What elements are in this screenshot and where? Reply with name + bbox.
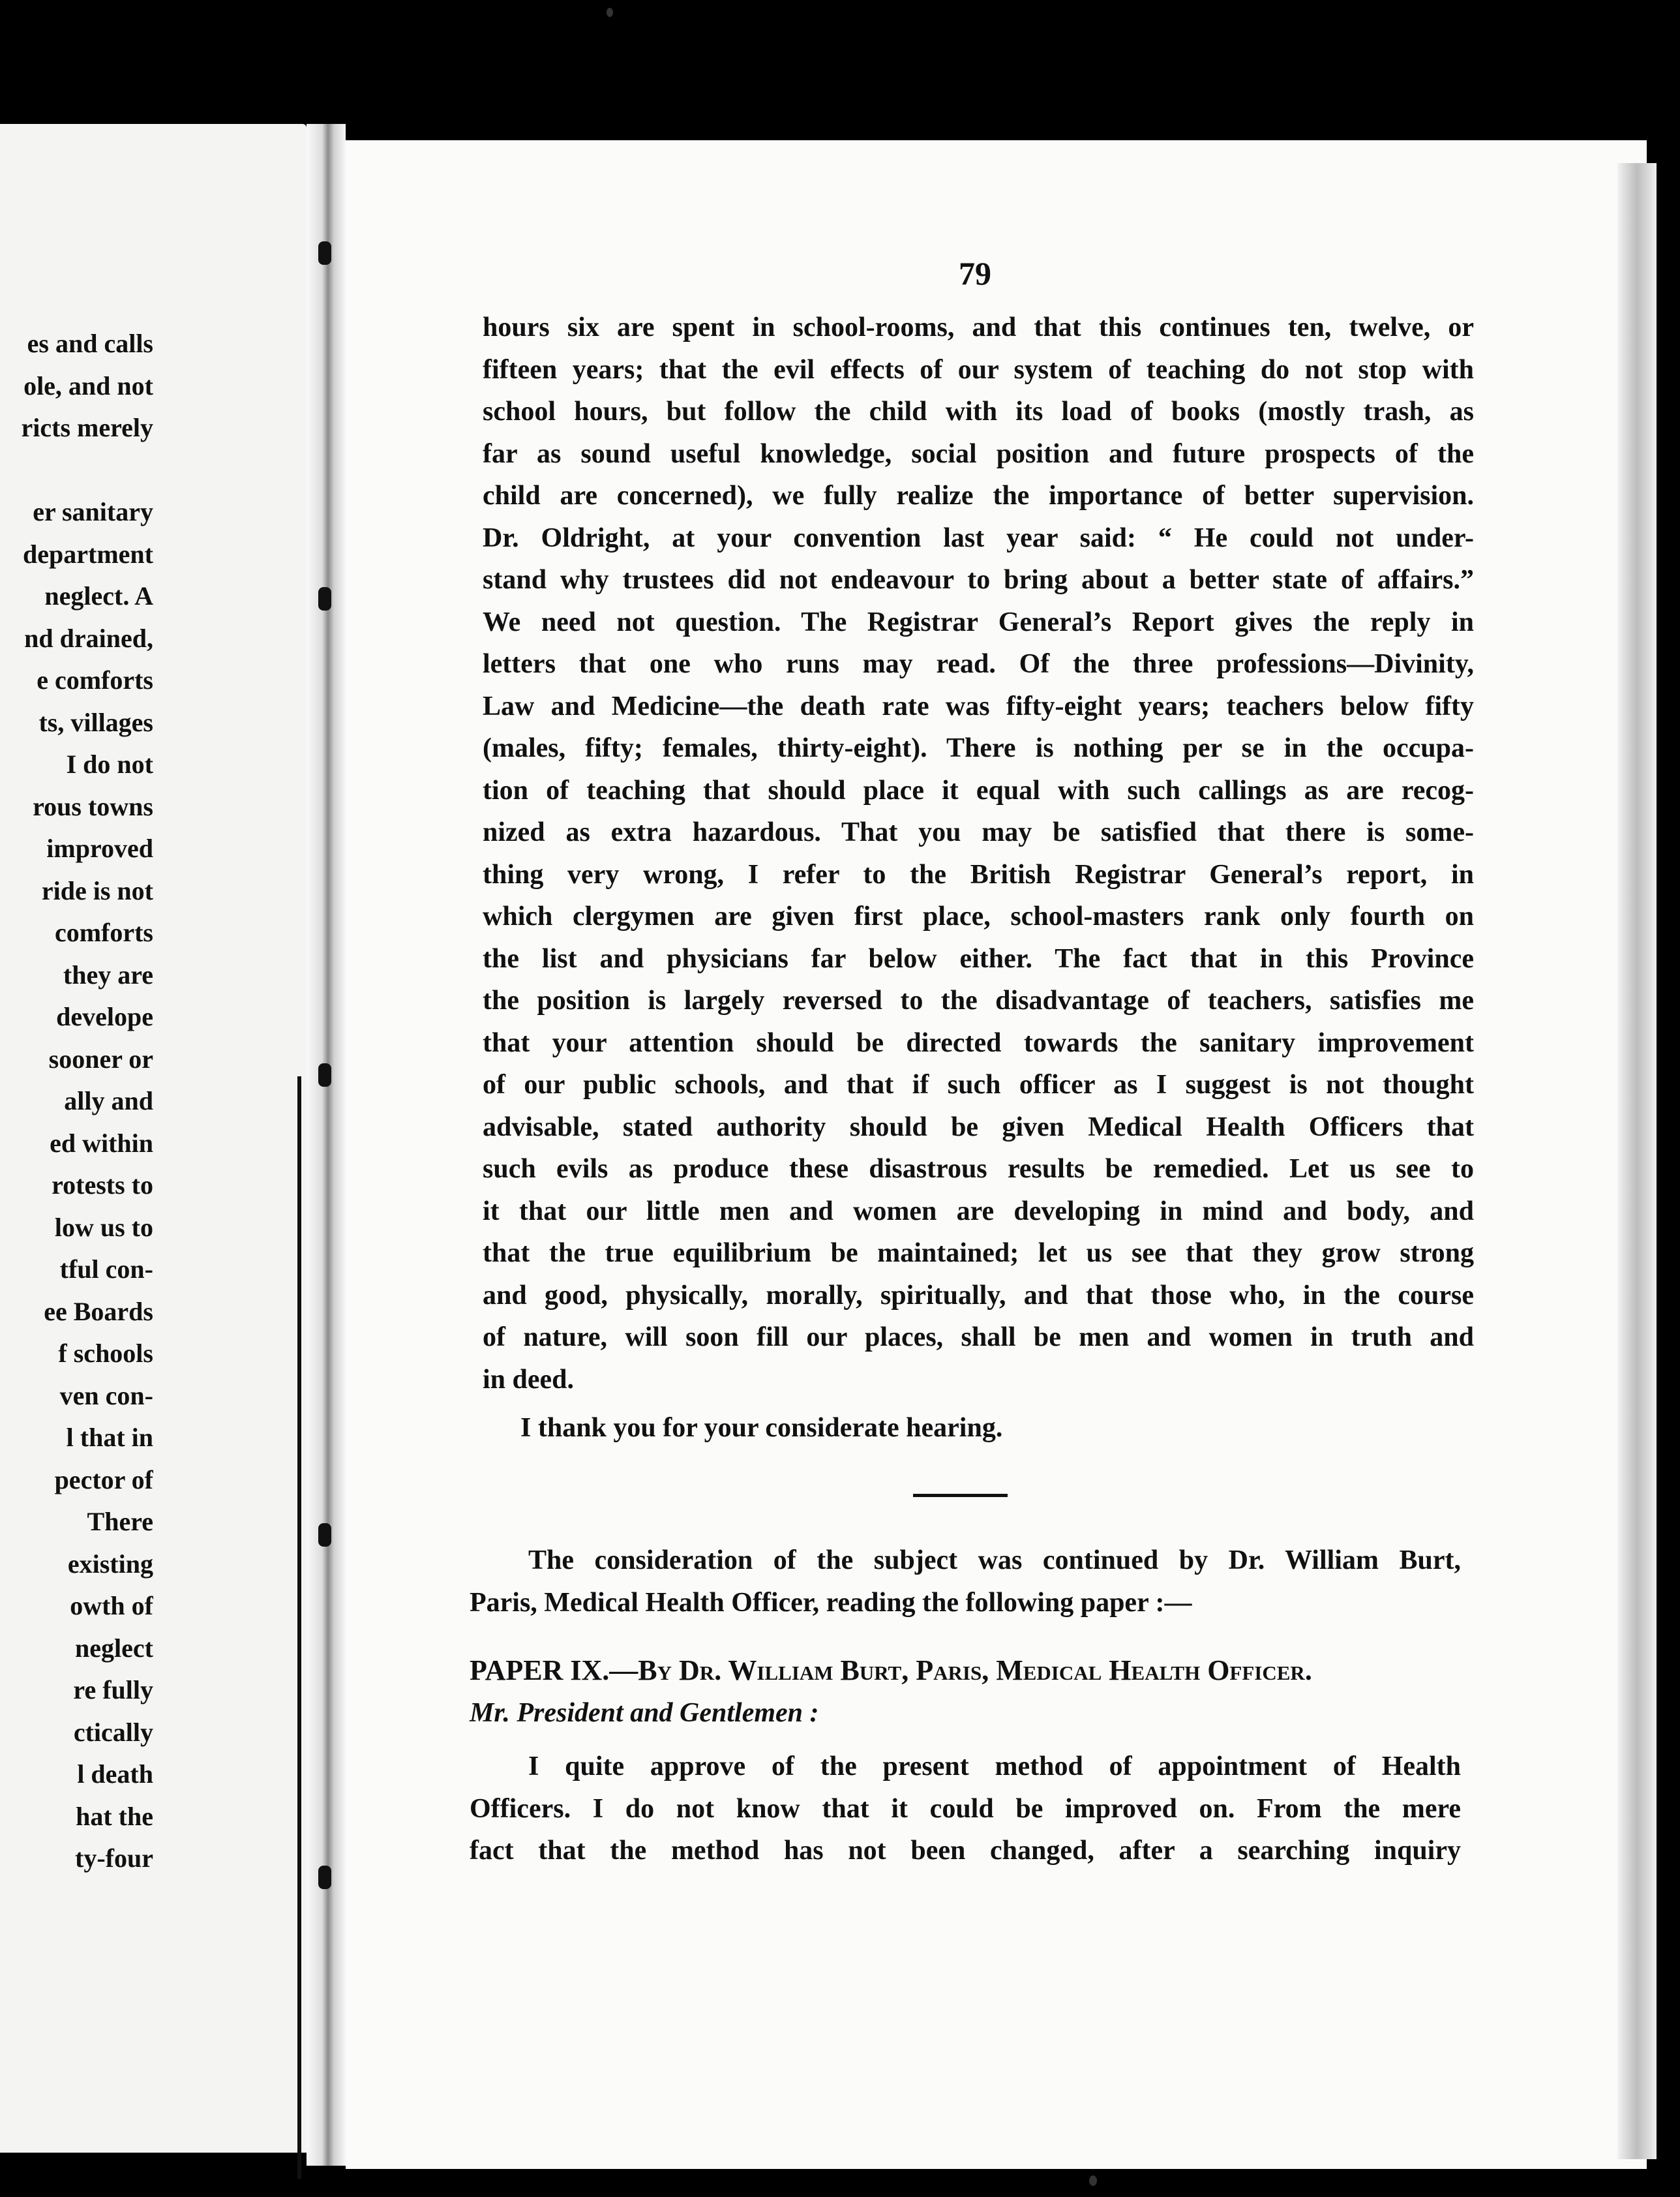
consideration-line: The consideration of the subject was continued by Dr. William Burt,	[528, 1545, 1461, 1575]
left-page-line	[0, 449, 153, 492]
paragraph-line: such evils as produce these disastrous results be remedied. Let us see to	[483, 1154, 1474, 1184]
page-edge-shadow	[1617, 163, 1657, 2159]
left-page-line: re fully	[73, 1675, 153, 1705]
paragraph-line: (males, fifty; females, thirty-eight). There is nothing per se in the occupa-	[483, 733, 1474, 763]
paper-number: PAPER IX.—	[470, 1654, 638, 1686]
left-page-line: ven con-	[59, 1380, 153, 1410]
body-line: Officers. I do not know that it could be improved on. From the mere	[470, 1793, 1461, 1824]
paragraph-line: of nature, will soon fill our places, shall be men and women in truth and	[483, 1322, 1474, 1352]
body-line: fact that the method has not been changed, after a searching inquiry	[470, 1836, 1461, 1866]
paragraph-line: Law and Medicine—the death rate was fifty-eight years; teachers below fifty	[483, 691, 1474, 721]
left-page-line: I do not	[66, 750, 153, 779]
paragraph-line: nized as extra hazardous. That you may be satisfied that there is some-	[483, 817, 1474, 847]
left-page-line: rous towns	[33, 791, 153, 821]
left-page-line: es and calls	[27, 329, 153, 358]
paragraph-line: which clergymen are given first place, school-masters rank only fourth on	[483, 902, 1474, 932]
binding-stitch	[318, 241, 331, 265]
binding-gutter	[307, 124, 346, 2166]
left-page-line: develope	[56, 1002, 153, 1031]
paragraph-line: letters that one who runs may read. Of the three professions—Divinity,	[483, 649, 1474, 679]
paragraph-line: advisable, stated authority should be given Medical Health Officers that	[483, 1112, 1474, 1142]
left-page-line: f schools	[58, 1339, 153, 1368]
paragraph-line: We need not question. The Registrar General’s Report gives the reply in	[483, 607, 1474, 637]
left-page-line: sooner or	[48, 1044, 153, 1074]
left-page-line: ole, and not	[23, 371, 153, 401]
scan-speck	[1089, 2175, 1097, 2186]
left-page-line: e comforts	[37, 665, 153, 695]
paragraph-line: in deed.	[483, 1364, 575, 1395]
left-page-line: owth of	[70, 1591, 153, 1620]
left-page-line: neglect	[75, 1633, 153, 1663]
left-page-line: low us to	[54, 1212, 153, 1242]
salutation: Mr. President and Gentlemen :	[470, 1697, 819, 1728]
section-divider	[913, 1494, 1008, 1497]
thanks-line: I thank you for your considerate hearing.	[520, 1413, 1003, 1443]
left-page-line: hat the	[76, 1801, 153, 1831]
left-page-line: l death	[77, 1759, 153, 1789]
left-page-line: comforts	[54, 918, 153, 947]
left-page-line: er sanitary	[33, 497, 153, 526]
binding-stitch	[318, 1063, 331, 1087]
left-page-line: ricts merely	[21, 413, 153, 442]
body-line: I quite approve of the present method of appointment of Health	[528, 1751, 1461, 1781]
lower-section	[470, 1539, 1461, 1872]
main-paragraph	[483, 307, 1474, 1449]
binding-stitch	[318, 1866, 331, 1889]
left-page-line: nd drained,	[24, 623, 153, 653]
left-page-line: ed within	[50, 1128, 153, 1158]
paragraph-line: hours six are spent in school-rooms, and that this continues ten, twelve, or	[483, 312, 1474, 342]
paragraph-line: and good, physically, morally, spiritually, and that those who, in the course	[483, 1280, 1474, 1311]
paragraph-line: thing very wrong, I refer to the British Registrar General’s report, in	[483, 859, 1474, 890]
left-page-line: l that in	[66, 1423, 153, 1452]
paragraph-line: far as sound useful knowledge, social position and future prospects of the	[483, 438, 1474, 469]
paper-author: By Dr. William Burt, Paris, Medical Health Officer.	[638, 1654, 1312, 1686]
binding-stitch	[318, 587, 331, 611]
paragraph-line: of our public schools, and that if such officer as I suggest is not thought	[483, 1070, 1474, 1100]
left-page-line: existing	[67, 1549, 153, 1579]
left-page-line: tful con-	[59, 1254, 153, 1284]
paper-heading	[470, 1650, 1461, 1692]
left-page-line: ty-four	[75, 1843, 153, 1873]
page-number: 79	[959, 255, 991, 292]
left-page-text	[0, 323, 153, 1880]
left-page-line: ally and	[64, 1086, 153, 1115]
left-page-line: they are	[63, 960, 153, 990]
scan-speck	[607, 8, 613, 17]
paragraph-line: it that our little men and women are developing in mind and body, and	[483, 1196, 1474, 1226]
paragraph-line: the list and physicians far below either. The fact that in this Province	[483, 943, 1474, 974]
paragraph-line: child are concerned), we fully realize the importance of better supervision.	[483, 481, 1474, 511]
paragraph-line: school hours, but follow the child with its load of books (mostly trash, as	[483, 397, 1474, 427]
left-page-line: ee Boards	[44, 1296, 153, 1326]
paragraph-line: that the true equilibrium be maintained; let us see that they grow strong	[483, 1238, 1474, 1268]
consideration-line: Paris, Medical Health Officer, reading the following paper :—	[470, 1587, 1192, 1618]
left-page-line: pector of	[54, 1464, 153, 1494]
binding-thread	[297, 1076, 301, 2179]
paragraph-line: stand why trustees did not endeavour to bring about a better state of affairs.”	[483, 565, 1474, 595]
left-page-line: ts, villages	[38, 707, 153, 737]
paragraph-line: tion of teaching that should place it equal with such callings as are recog-	[483, 775, 1474, 806]
binding-stitch	[318, 1523, 331, 1547]
left-page-line: rotests to	[52, 1170, 153, 1200]
left-page-line: department	[23, 539, 153, 569]
left-page-line: improved	[46, 834, 153, 863]
left-page	[0, 124, 307, 2153]
paragraph-line: Dr. Oldright, at your convention last year said: “ He could not under-	[483, 523, 1474, 553]
left-page-line: ctically	[73, 1717, 153, 1747]
left-page-line: neglect. A	[44, 581, 153, 611]
paragraph-line: fifteen years; that the evil effects of our system of teaching do not stop with	[483, 354, 1474, 385]
left-page-line: ride is not	[41, 875, 153, 905]
left-page-line: There	[87, 1507, 153, 1536]
paragraph-line: that your attention should be directed towards the sanitary improvement	[483, 1027, 1474, 1058]
paragraph-line: the position is largely reversed to the disadvantage of teachers, satisfies me	[483, 986, 1474, 1016]
